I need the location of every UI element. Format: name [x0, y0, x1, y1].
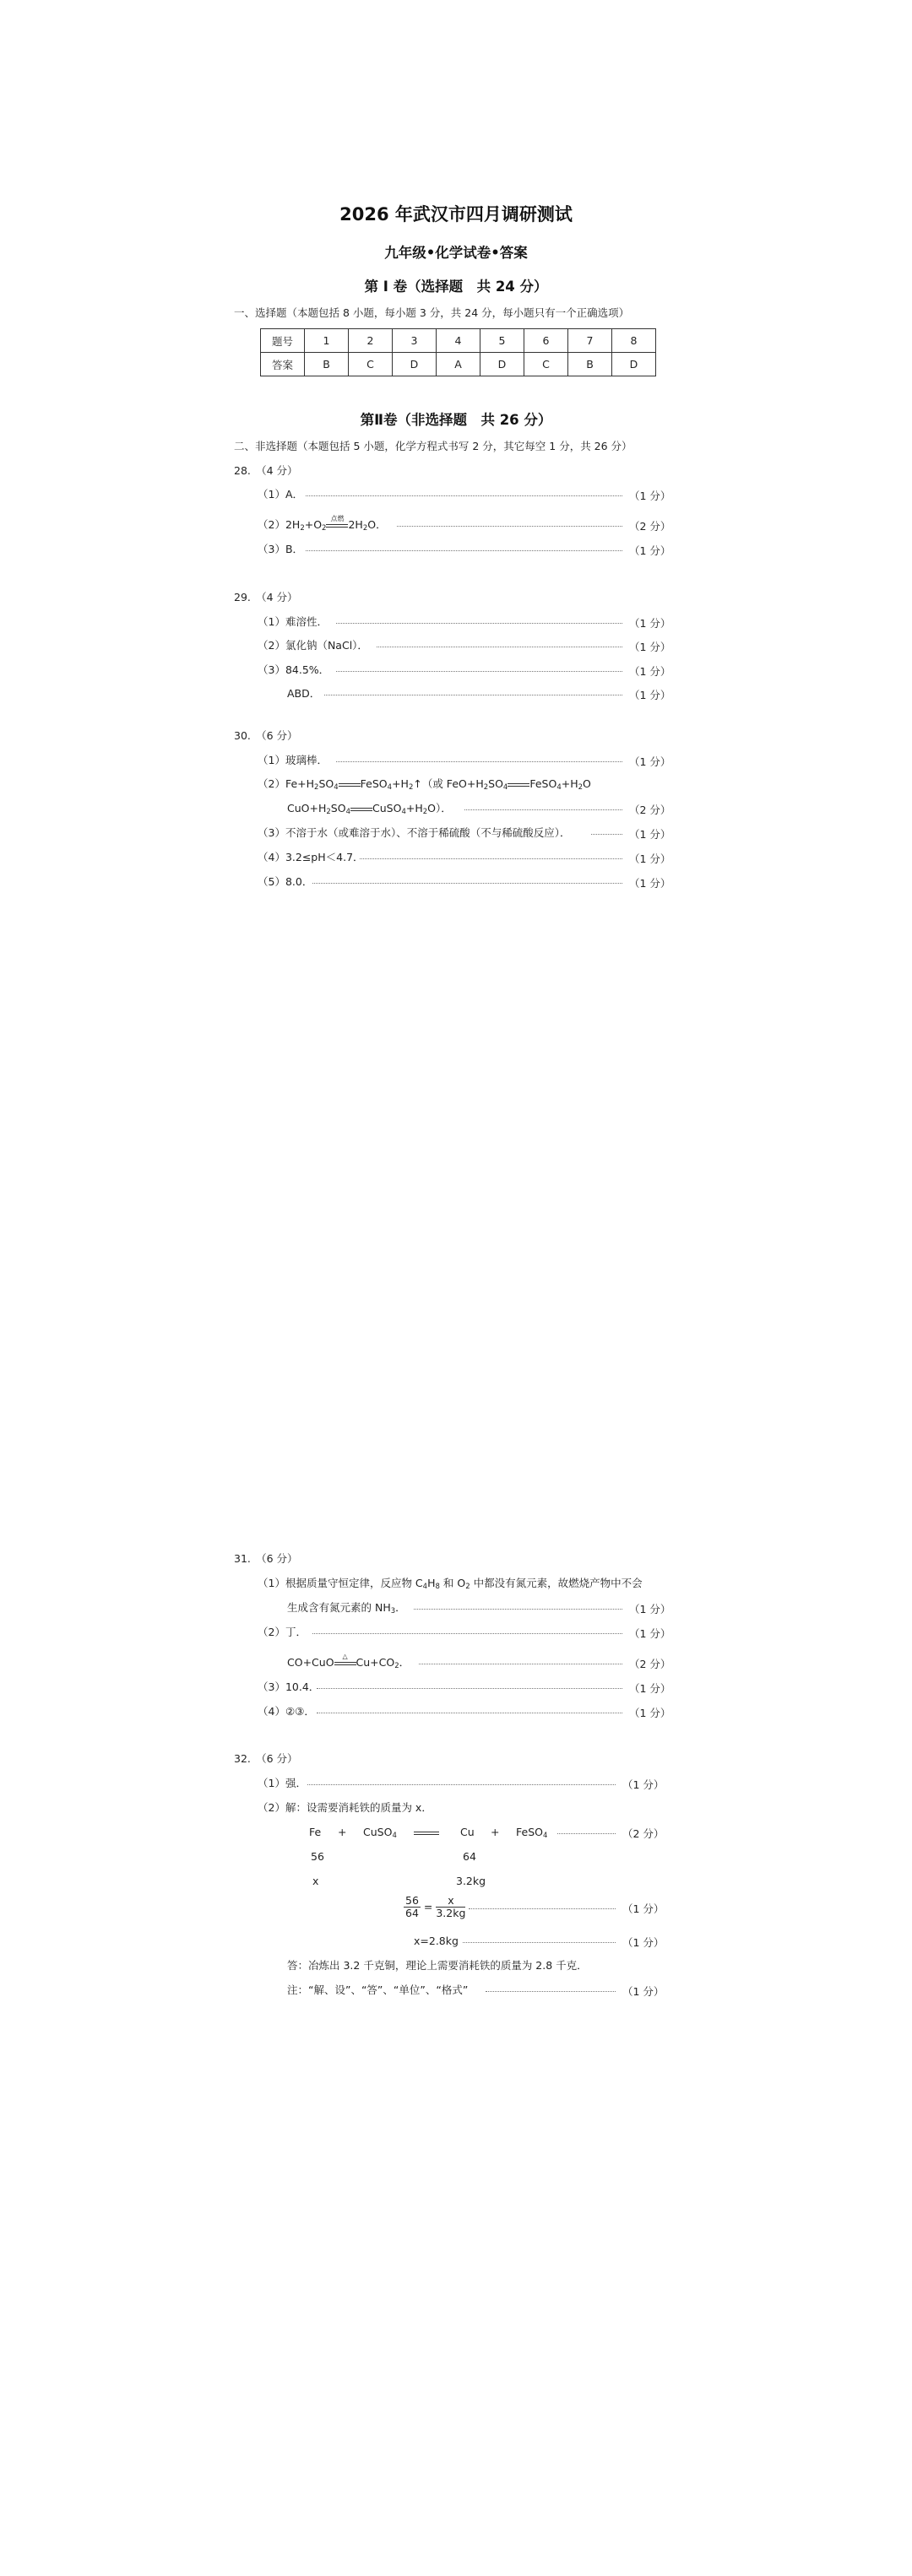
q29-score-2: （1 分）: [629, 641, 671, 653]
q32-score-4: （1 分）: [622, 1936, 665, 1949]
part2-instruction: 二、非选择题（本题包括 5 小题，化学方程式书写 2 分，其它每空 1 分，共 26 分）: [234, 440, 632, 452]
part1-heading: 第 I 卷（选择题 共 24 分）: [364, 279, 548, 295]
dot-leader: [414, 1609, 622, 1610]
table-cell: C: [524, 353, 568, 376]
q31-text-c: 和 O: [439, 1577, 466, 1589]
q31-score-3: （2 分）: [629, 1658, 671, 1670]
q31-answer-3: （3）10.4．: [258, 1680, 320, 1693]
reaction-condition: 点燃: [330, 514, 345, 522]
dot-leader: [312, 883, 622, 884]
q31-text-b: H: [427, 1577, 436, 1589]
eq-cu: Cu: [460, 1826, 475, 1838]
table-cell: D: [393, 353, 437, 376]
table-cell: 8: [612, 329, 656, 353]
table-cell: 3: [393, 329, 437, 353]
q32-score-2: （2 分）: [622, 1827, 665, 1840]
reaction-arrow: [326, 514, 348, 530]
page-subtitle: 九年级•化学试卷•答案: [384, 245, 528, 261]
table-row: [261, 353, 656, 376]
q31-answer-1-line2: 生成含有氮元素的 $NH_3$．: [287, 1601, 406, 1615]
table-cell: 4: [437, 329, 480, 353]
part2-heading: 第Ⅱ卷（非选择题 共 26 分）: [360, 412, 552, 428]
q30-answer-2-line2: $CuO+H_2SO_4$ $CuSO_4+H_2O$）．: [287, 802, 452, 816]
q32-score-5: （1 分）: [622, 1985, 665, 1998]
q29-answer-3: （3）84.5%．: [258, 663, 330, 676]
eq-feso4: FeSO$_4$: [516, 1826, 548, 1840]
q30-score-2: （2 分）: [629, 804, 671, 816]
q29-score-3: （1 分）: [629, 665, 671, 678]
q31-text-a: （1）根据质量守恒定律，反应物 C: [258, 1577, 423, 1589]
dot-leader: [336, 671, 622, 672]
q31-answer-4: （4）②③．: [258, 1705, 315, 1718]
dot-leader: [591, 834, 622, 835]
q29-score-4: （1 分）: [629, 689, 671, 701]
dot-leader: [336, 623, 622, 624]
q31-head: 31. （6 分）: [234, 1552, 298, 1565]
reaction-arrow: [508, 781, 529, 789]
proportion: $\frac{56}{64}$ = $\frac{x}{3.2kg}$: [405, 1894, 466, 1919]
result: x=2.8kg: [414, 1935, 459, 1947]
q32-answer-1: （1）强．: [258, 1777, 307, 1789]
q29-score-1: （1 分）: [629, 617, 671, 630]
q30-answer-3: （3）不溶于水（或难溶于水）、不溶于稀硫酸（不与稀硫酸反应）．: [258, 826, 571, 839]
eq-feso4-text: FeSO: [516, 1826, 543, 1838]
final-answer: 答：冶炼出 3.2 千克铜，理论上需要消耗铁的质量为 2.8 千克．: [287, 1959, 588, 1972]
q32-answer-2: （2）解：设需要消耗铁的质量为 x．: [258, 1801, 432, 1814]
var-cu: 3.2kg: [456, 1875, 486, 1887]
q31-score-4: （1 分）: [629, 1682, 671, 1695]
table-cell: C: [349, 353, 393, 376]
dot-leader: [486, 1991, 616, 1992]
var-x: x: [312, 1875, 319, 1887]
table-cell: 6: [524, 329, 568, 353]
q30-answer-5: （5）8.0．: [258, 875, 313, 888]
table-cell: D: [612, 353, 656, 376]
dot-leader: [307, 1784, 616, 1785]
table-cell: B: [305, 353, 349, 376]
dot-leader: [463, 1942, 616, 1943]
q31-score-1: （1 分）: [629, 1603, 671, 1615]
dot-leader: [336, 761, 622, 762]
q31-text-e: 生成含有氮元素的 NH: [287, 1601, 391, 1614]
q30-score-4: （1 分）: [629, 852, 671, 865]
table-row-label: 题号: [261, 329, 305, 353]
q31-answer-1-line1: （1）根据质量守恒定律，反应物 $C_4H_8$ 和 $O_2$ 中都没有氮元素，故燃烧产物中不会: [258, 1577, 643, 1591]
reaction-arrow: [334, 1652, 356, 1668]
dot-leader: [464, 809, 622, 810]
q31-score-5: （1 分）: [629, 1707, 671, 1719]
dot-leader: [557, 1833, 616, 1834]
table-cell: A: [437, 353, 480, 376]
dot-leader: [397, 526, 622, 527]
table-row: [261, 329, 656, 353]
dot-leader: [317, 1688, 622, 1689]
q29-answer-1: （1）难溶性．: [258, 615, 328, 628]
eq-plus: +: [491, 1826, 500, 1838]
q28-score-3: （1 分）: [629, 544, 671, 557]
eq-plus: +: [338, 1826, 347, 1838]
table-row-label: 答案: [261, 353, 305, 376]
dot-leader: [360, 858, 622, 859]
q30-score-3: （1 分）: [629, 828, 671, 841]
table-cell: 5: [480, 329, 524, 353]
dot-leader: [306, 550, 622, 551]
q30-answer-2-line1: $(2)Fe+H_2SO_4$ $FeSO_4+H_2↑$（或 $FeO+H_2SO_4$ $FeSO_4+H_2O$: [258, 777, 591, 792]
mass-cu: 64: [463, 1850, 476, 1863]
q32-score-3: （1 分）: [622, 1902, 665, 1915]
q31-equation: CO+CuO △ $Cu+CO_2$．: [287, 1656, 410, 1670]
q31-text-d: 中都没有氮元素，故燃烧产物中不会: [470, 1577, 643, 1589]
q30-score-1: （1 分）: [629, 755, 671, 768]
reaction-arrow: [339, 781, 361, 789]
q30-score-5: （1 分）: [629, 877, 671, 890]
page-title: 2026 年武汉市四月调研测试: [339, 204, 573, 225]
table-cell: 7: [568, 329, 612, 353]
q28-answer-2-pre: （2）2H: [258, 518, 301, 531]
q28-score-1: （1 分）: [629, 490, 671, 502]
q30-answer-1: （1）玻璃棒．: [258, 754, 328, 766]
table-cell: 1: [305, 329, 349, 353]
q31-answer-2: （2）丁．: [258, 1626, 307, 1638]
fraction: $\frac{x}{3.2kg}$: [436, 1894, 466, 1919]
mass-fe: 56: [311, 1850, 324, 1863]
table-cell: D: [480, 353, 524, 376]
q28-head: 28. （4 分）: [234, 464, 298, 477]
q31-score-2: （1 分）: [629, 1627, 671, 1640]
q32-head: 32. （6 分）: [234, 1752, 298, 1765]
table-cell: B: [568, 353, 612, 376]
q28-score-2: （2 分）: [629, 520, 671, 533]
eq-cuso4-text: CuSO: [363, 1826, 393, 1838]
reaction-arrow: [414, 1826, 439, 1839]
note: 注：“解、设”、“答”、“单位”、“格式”: [287, 1983, 469, 1996]
q28-answer-3: （3）B．: [258, 543, 304, 555]
reaction-condition: △: [342, 1652, 348, 1660]
dot-leader: [312, 1633, 622, 1634]
q28-answer-1: （1）A．: [258, 488, 304, 501]
q29-answer-2: （2）氯化钠（NaCl）．: [258, 639, 368, 652]
q28-answer-2-post: 2H: [348, 518, 363, 531]
reaction-arrow: [350, 805, 372, 814]
table-cell: 2: [349, 329, 393, 353]
q28-answer-2: $(2)2H_2+O_2$ 点燃 $2H_2O$．: [258, 518, 387, 532]
fraction: $\frac{56}{64}$: [405, 1894, 419, 1919]
part1-instruction: 一、选择题（本题包括 8 小题，每小题 3 分，共 24 分，每小题只有一个正确选项）: [234, 306, 630, 319]
q30-head: 30. （6 分）: [234, 729, 298, 742]
dot-leader: [306, 495, 622, 496]
eq-fe: Fe: [309, 1826, 322, 1838]
q29-answer-4: ABD．: [287, 687, 321, 700]
q29-head: 29. （4 分）: [234, 591, 298, 603]
answer-table: [260, 328, 656, 376]
q32-score-1: （1 分）: [622, 1778, 665, 1791]
eq-cuso4: CuSO$_4$: [363, 1826, 397, 1840]
dot-leader: [469, 1908, 616, 1909]
q30-answer-4: （4）3.2≤pH＜4.7．: [258, 851, 364, 863]
q30-answer-2-prefix: （2）: [258, 777, 285, 790]
